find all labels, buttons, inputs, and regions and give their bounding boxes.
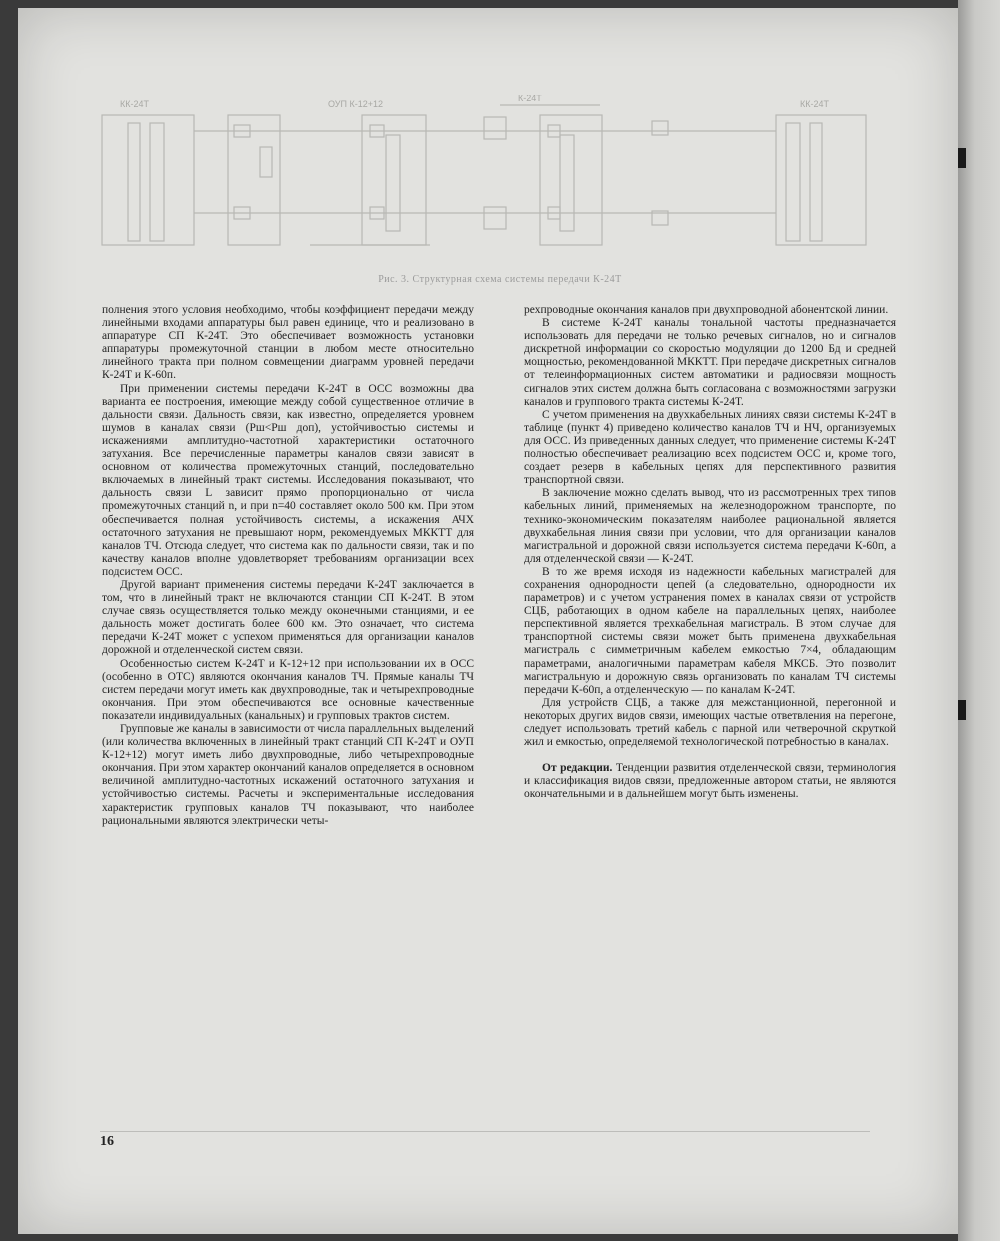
edge-mark: [958, 700, 966, 720]
page-number: 16: [100, 1134, 114, 1149]
figure-label: КК-24Т: [800, 99, 829, 109]
editor-note: [524, 762, 896, 801]
edge-mark: [958, 148, 966, 168]
figure-caption: Рис. 3. Структурная схема системы передачи К-24Т: [378, 274, 622, 285]
paragraph: В заключение можно сделать вывод, что из рассмотренных трех типов кабельных линий, применяемых на железнодорожном транспорте, по технико-экономическим показателям наиболее рациональной является двухкабельная линия связи при условии, что для организации каналов магистральной и дорожной связи используется система передачи К-60п, а для отделенческой связи — К-24Т.: [524, 487, 896, 565]
paragraph: В системе К-24Т каналы тональной частоты предназначается использовать для передачи не только речевых сигналов, но и сигналов дискретной информации со скоростью модуляции до 1200 Бд и средней мощностью, рекомендованной МККТТ. При передаче дискретных сигналов от телеинформационных систем автоматики и радиосвязи мощность сигналов этих систем должна быть согласована с возможностями загрузки каналов и группового тракта системы К-24Т.: [524, 317, 896, 408]
paragraph: Другой вариант применения системы передачи К-24Т заключается в том, что в линейный тракт не включаются станции СП К-24Т. В этом случае связь осуществляется только между оконечными станциями, и ее дальность может достигать более 600 км. Это означает, что система передачи К-24Т может с успехом применяться для организации каналов дорожной и отделенческой систем связи.: [102, 578, 474, 657]
block-diagram: [100, 95, 870, 265]
paragraph: рехпроводные окончания каналов при двухпроводной абонентской линии.: [524, 304, 889, 316]
footer-rule: [100, 1131, 870, 1132]
figure-label: ОУП К-12+12: [328, 99, 384, 109]
paragraph: В то же время исходя из надежности кабельных магистралей для сохранения однородности цепей (а следовательно, однородности их параметров) и с учетом устранения помех в каналах связи от устройств СЦБ, работающих в одном кабеле на параллельных цепях, наиболее перспективной является трехкабельная магистраль. В этом случае для транспортной системы связи может быть применена двухкабельная магистраль с симметричным кабелем емкостью 7×4, обладающим параметрами, аналогичными параметрам кабеля МКСБ. Это позволит магистральную и дорожную связь организовать по каналам ТЧ системы передачи К-60п, а отделенческую — по каналам К-24Т.: [524, 565, 896, 696]
paragraph: Для устройств СЦБ, а также для межстанционной, перегонной и некоторых других видов связи, имеющих частые ответвления на перегоне, следует использовать третий кабель с парной или четверочной скруткой жил и емкостью, определяемой технологической потребностью в каналах.: [524, 696, 896, 749]
editor-note-label: От редакции.: [542, 762, 613, 775]
editor-note-text: Тенденции развития отделенческой связи, терминология и классификация видов связи, предложенные автором статьи, не являются окончательными и в дальнейшем могут быть изменены.: [524, 762, 897, 801]
paragraph: Групповые же каналы в зависимости от числа параллельных выделений (или количества включенных в линейный тракт станций СП К-24Т и ОУП К-12+12) могут иметь либо двухпроводные, либо четырехпроводные окончания. При этом характер окончаний каналов определяется в основном величиной амплитудно-частотных искажений остаточного затухания и устойчивостью системы. Расчеты и экспериментальные исследования характеристик групповых каналов ТЧ показывают, что наиболее рациональными являются электрически четы-: [102, 723, 474, 827]
right-column: [524, 304, 896, 801]
paragraph: При применении системы передачи К-24Т в ОСС возможны два варианта ее построения, имеющие между собой существенное отличие в дальности связи. Дальность связи, как известно, определяется уровнем шумов в каналах связи (Pш<Pш доп), устойчивостью системы и искажениями амплитудно-частотной характеристики остаточного затухания. Все перечисленные параметры каналов связи зависят в основном от количества промежуточных станций, последовательно включаемых в линейный тракт системы. Исследования показывают, что дальность связи L зависит прямо пропорционально от числа промежуточных станций n, и при n=40 составляет около 500 км. При этом обеспечивается полная устойчивость системы, а искажения АЧХ остаточного затухания не превышают норм, рекомендуемых МККТТ для каналов ТЧ. Отсюда следует, что система как по дальности связи, так и по качеству каналов вполне удовлетворяет требованиям организации всех подсистем ОСС.: [102, 382, 474, 578]
paragraph: С учетом применения на двухкабельных линиях связи системы К-24Т в таблице (пункт 4) приведено количество каналов ТЧ и НЧ, организуемых для ОСС. Из приведенных данных следует, что применение системы К-24Т полностью обеспечивает реализацию всех подсистем ОСС и, кроме того, создает резерв в кабельных цепях для перспективного развития транспортной связи.: [524, 408, 896, 487]
paragraph: полнения этого условия необходимо, чтобы коэффициент передачи между линейными входами аппаратуры был равен единице, что и реализовано в аппаратуре СП К-24Т. Это обеспечивает возможность установки аппаратуры промежуточной станции в любом месте относительно линейного тракта при полном совмещении диаграмм уровней передачи К-24Т и К-60п.: [102, 304, 474, 382]
figure-label: К-24Т: [518, 95, 542, 103]
adjacent-page-edge: [958, 0, 1000, 1241]
left-column: [102, 304, 474, 828]
block-diagram-figure: [100, 95, 870, 265]
figure-label: КК-24Т: [120, 99, 149, 109]
paragraph: Особенностью систем К-24Т и К-12+12 при использовании их в ОСС (особенно в ОТС) являются окончания каналов ТЧ. Прямые каналы ТЧ систем передачи могут иметь как двухпроводные, так и четырехпроводные окончания. При этом обеспечиваются все основные качественные показатели индивидуальных (канальных) и групповых трактов систем.: [102, 657, 474, 722]
